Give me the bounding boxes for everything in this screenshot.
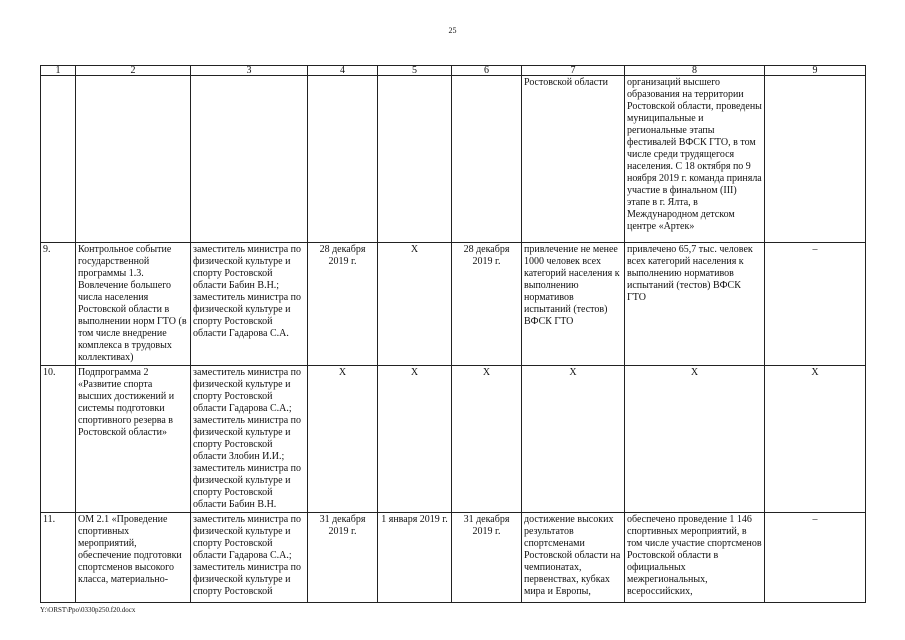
actual-result: организаций высшего образования на территории Ростовской области, проведены муниципальные и региональные этапы фестивалей ВФСК ГТО, в том числе среди трудящегося населения. С 18 октября по 9 ноября 2019 г. команда приняла участие в финальном (III) этапе в г. Ялта, в Международном детском центре «Артек» bbox=[625, 76, 765, 243]
table-row bbox=[41, 243, 866, 366]
end-date: X bbox=[452, 366, 522, 513]
header-cell: 3 bbox=[191, 66, 308, 76]
responsible: заместитель министра по физической культуре и спорту Ростовской области Бабин В.Н.; заместитель министра по физической культуре и спорту Ростовской области Гадарова С.А. bbox=[191, 243, 308, 366]
event-name bbox=[76, 76, 191, 243]
notes: – bbox=[765, 243, 866, 366]
header-cell: 7 bbox=[522, 66, 625, 76]
expected-result: X bbox=[522, 366, 625, 513]
header-cell: 5 bbox=[378, 66, 452, 76]
row-number: 11. bbox=[41, 513, 76, 603]
end-date: 28 декабря 2019 г. bbox=[452, 243, 522, 366]
header-cell: 1 bbox=[41, 66, 76, 76]
row-number bbox=[41, 76, 76, 243]
responsible: заместитель министра по физической культуре и спорту Ростовской области Гадарова С.А.; заместитель министра по физической культуре и спорту Ростовской bbox=[191, 513, 308, 603]
event-name: Контрольное событие государственной программы 1.3. Вовлечение большего числа населения Ростовской области в выполнении норм ГТО (в том числе внедрение комплекса в трудовых коллективах) bbox=[76, 243, 191, 366]
report-table bbox=[40, 65, 866, 603]
start-date bbox=[378, 76, 452, 243]
start-date: X bbox=[378, 243, 452, 366]
table-row bbox=[41, 366, 866, 513]
header-cell: 6 bbox=[452, 66, 522, 76]
planned-date: 31 декабря 2019 г. bbox=[308, 513, 378, 603]
header-cell: 8 bbox=[625, 66, 765, 76]
expected-result: Ростовской области bbox=[522, 76, 625, 243]
planned-date bbox=[308, 76, 378, 243]
end-date: 31 декабря 2019 г. bbox=[452, 513, 522, 603]
start-date: 1 января 2019 г. bbox=[378, 513, 452, 603]
responsible bbox=[191, 76, 308, 243]
header-cell: 4 bbox=[308, 66, 378, 76]
file-path-footer: Y:\ORST\Ppo\0330p250.f20.docx bbox=[40, 606, 136, 614]
header-cell: 2 bbox=[76, 66, 191, 76]
page-number: 25 bbox=[448, 26, 457, 35]
table-row bbox=[41, 513, 866, 603]
notes: X bbox=[765, 366, 866, 513]
notes bbox=[765, 76, 866, 243]
actual-result: обеспечено проведение 1 146 спортивных мероприятий, в том числе участие спортсменов Ростовской области в официальных межрегиональных, всероссийских, bbox=[625, 513, 765, 603]
planned-date: 28 декабря 2019 г. bbox=[308, 243, 378, 366]
event-name: ОМ 2.1 «Проведение спортивных мероприятий, обеспечение подготовки спортсменов высокого класса, материально- bbox=[76, 513, 191, 603]
header-row bbox=[41, 66, 866, 76]
notes: – bbox=[765, 513, 866, 603]
row-number: 9. bbox=[41, 243, 76, 366]
planned-date: X bbox=[308, 366, 378, 513]
row-number: 10. bbox=[41, 366, 76, 513]
expected-result: привлечение не менее 1000 человек всех категорий населения к выполнению нормативов испытаний (тестов) ВФСК ГТО bbox=[522, 243, 625, 366]
expected-result: достижение высоких результатов спортсменами Ростовской области на чемпионатах, первенствах, кубках мира и Европы, bbox=[522, 513, 625, 603]
event-name: Подпрограмма 2 «Развитие спорта высших достижений и системы подготовки спортивного резерва в Ростовской области» bbox=[76, 366, 191, 513]
start-date: X bbox=[378, 366, 452, 513]
header-cell: 9 bbox=[765, 66, 866, 76]
end-date bbox=[452, 76, 522, 243]
actual-result: X bbox=[625, 366, 765, 513]
table-row bbox=[41, 76, 866, 243]
responsible: заместитель министра по физической культуре и спорту Ростовской области Гадарова С.А.; заместитель министра по физической культуре и спорту Ростовской области Злобин И.И.; заместитель министра по физической культуре и спорту Ростовской области Бабин В.Н. bbox=[191, 366, 308, 513]
actual-result: привлечено 65,7 тыс. человек всех категорий населения к выполнению нормативов испытаний (тестов) ВФСК ГТО bbox=[625, 243, 765, 366]
